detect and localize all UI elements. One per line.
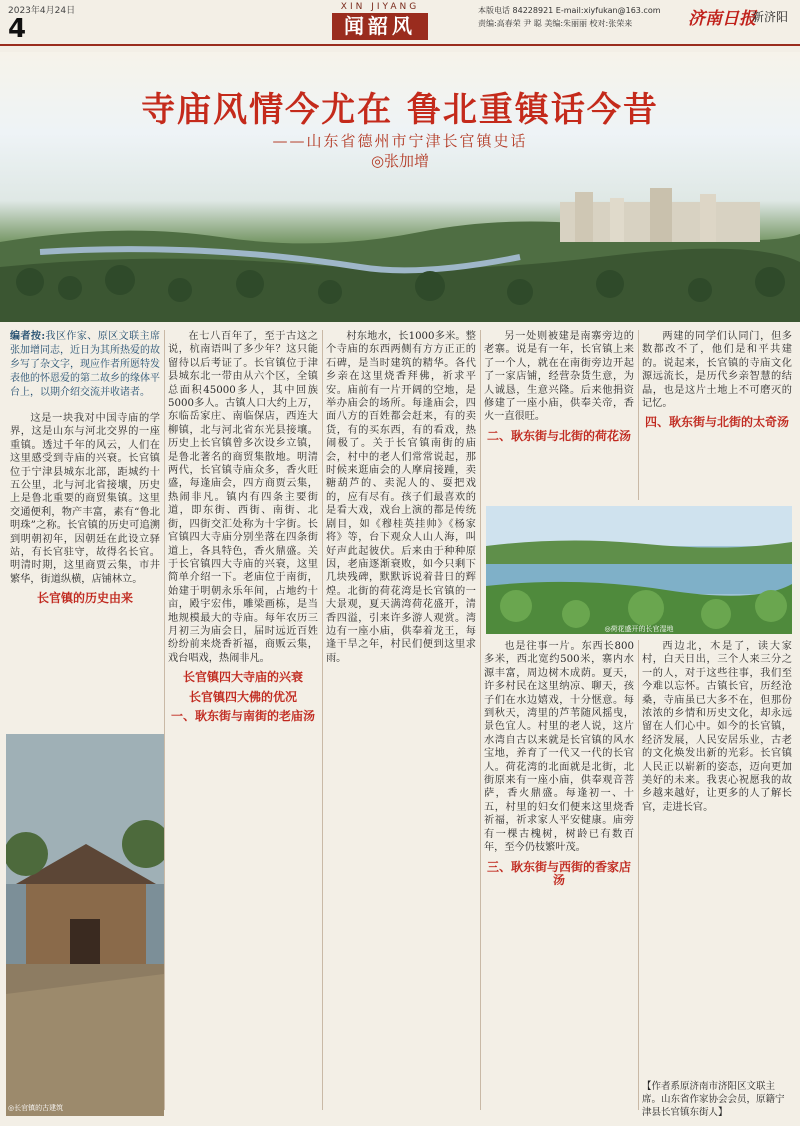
column-banner — [328, 2, 432, 42]
column-divider — [164, 330, 165, 1110]
column-divider — [638, 330, 639, 500]
column-divider — [322, 330, 323, 1110]
column-divider — [480, 330, 481, 1110]
section-heading: 三、耿东街与西街的香家店汤 — [486, 859, 631, 887]
page-header — [0, 0, 800, 46]
staff-line: 责编:高春荣 尹 聪 美编:朱丽丽 校对:张荣来 — [478, 19, 633, 28]
header-divider — [0, 44, 800, 46]
newspaper-logo: 济南日报 — [688, 9, 756, 29]
photo-caption: ◎长官镇的古建筑 — [8, 1104, 64, 1112]
text-column-2 — [168, 330, 318, 1110]
text-column-5-lower — [642, 640, 792, 1110]
text-column-1 — [10, 412, 160, 730]
text-column-3 — [326, 330, 476, 1110]
article-title: 寺庙风情今尤在 鲁北重镇话今昔 — [141, 90, 659, 130]
editor-meta — [478, 4, 678, 30]
contact-line: 本版电话 84228921 E-mail:xiyfukan@163.com — [478, 6, 661, 15]
section-heading: 长官镇四大佛的优况 — [188, 689, 297, 704]
column-divider — [638, 640, 639, 1110]
temple-photo — [6, 734, 164, 1116]
title-banner — [0, 52, 800, 322]
paragraph: 这是一块我对中国寺庙的学界，这是山东与河北交界的一座重镇。透过千年的风云，人们在这里感受到寺庙的兴衰。长官镇位于宁津县城东北部，距城约十五公里，北与河北省接壤，历史上是鲁北重要的商贸集镇。这里交通便利，物产丰富，素有“鲁北明珠”之称。长官镇的历史可追溯到明朝初年，因朝廷在此设立驿站，有长官驻守，故得名长官。明清时期，这里商贾云集，市井繁华，街道纵横，店铺林立。 — [10, 413, 160, 585]
text-column-4-lower — [484, 640, 634, 1110]
paragraph: 也是往事一片。东西长800多米，西北宽约500米，寨内水源丰富，周边树木成荫。夏天，许多村民在这里纳凉、聊天，孩子们在水边嬉戏，十分惬意。每到秋天，湾里的芦苇随风摇曳，景色宜人。村里的老人说，这片水湾自古以来就是长官镇的风水宝地，养育了一代又一代的长官人。荷花湾的北面就是北街，北街原来有一座小庙，供奉观音菩萨，香火鼎盛。每逢初一、十五，村里的妇女们便来这里烧香祈福，祈求家人平安健康。庙旁有一棵古槐树，树龄已有数百年，至今仍枝繁叶茂。 — [484, 641, 634, 854]
issue-date: 2023年4月24日 — [8, 6, 76, 16]
editor-note-text: 我区作家、原区文联主席张加增同志，近日为其所热爱的故乡写了杂文字，现应作者所愿特发表他的怀恩爱的第二故乡的缘体平台上，以期介绍交流并收诸者。 — [10, 331, 160, 398]
column-pinyin: XIN JIYANG — [340, 2, 420, 12]
paragraph: 两建的同学们认同门，但多数都改不了，他们是和平共建的。说起来，长官镇的寺庙文化源远流长，是历代乡亲智慧的结晶，也是这片土地上不可磨灭的记忆。 — [642, 331, 792, 410]
paragraph: 村东地水，长1000多米。整个寺庙的东西两侧有方方正正的石碑，是当时建筑的精华。各代乡亲在这里烧香拜佛，祈求平安。庙前有一片开阔的空地，是举办庙会的场所。每逢庙会，四面八方的百姓都会赶来，有的卖货，有的买东西，有的看戏，热闹极了。关于长官镇南街的庙会，村中的老人们常常说起，那时候来逛庙会的人摩肩接踵，卖糖葫芦的、卖泥人的、耍把戏的，应有尽有。孩子们最喜欢的是看大戏，戏台上演的都是传统剧目，如《穆桂英挂帅》《杨家将》等，台下观众人山人海，叫好声此起彼伏。后来由于种种原因，老庙逐渐衰败，如今只剩下几块残碑，默默诉说着昔日的辉煌。北街的荷花湾是长官镇的一大景观，夏天满湾荷花盛开，清香四溢，引来许多游人观赏。湾边有一座小庙，供奉着龙王，每逢干旱之年，村民们便到这里求雨。 — [326, 331, 476, 664]
photo-caption: ◎荷花盛开的长官湿地 — [604, 625, 674, 633]
column-name: 闻韶风 — [332, 13, 428, 40]
section-heading: 长官镇四大寺庙的兴衰 — [182, 670, 303, 685]
editor-note-label: 编者按: — [10, 331, 46, 342]
page-number: 4 — [8, 14, 27, 44]
paragraph: 西边北，木是了，读大家村，白天日出，三个人来三分之一的人，对于这些往事，我们至今难以忘怀。古镇长官，历经沧桑，寺庙虽已大多不在，但那份浓浓的乡情和历史文化，却永远留在人们心中。如今的长官镇，经济发展，人民安居乐业，古老的文化焕发出新的光彩。长官镇人民正以崭新的姿态，迈向更加美好的未来。我衷心祝愿我的故乡越来越好，让更多的人了解长官，走进长官。 — [642, 641, 792, 813]
section-heading: 四、耿东街与北街的太奇汤 — [644, 415, 789, 430]
article-subtitle: ——山东省德州市宁津长官镇史话 — [272, 132, 528, 150]
article-byline: ◎张加增 — [370, 152, 430, 170]
section-heading: 一、耿东街与南街的老庙汤 — [170, 708, 315, 723]
section-heading: 长官镇的历史由来 — [36, 591, 133, 606]
editor-note — [10, 330, 160, 400]
newspaper-section-logo: 新济阳 — [752, 10, 789, 24]
paragraph: 另一处则被建是南寨旁边的老寨。说是有一年，长官镇上来了一个人，就在在南街旁边开起了一家店铺，经营杂货生意，为人诚恳，生意兴隆。后来他捐资修建了一座小庙，供奉关帝，香火一直很旺。 — [484, 331, 634, 423]
author-note: 【作者系原济南市济阳区文联主席。山东省作家协会会员，原籍宁津县长官镇东街人】 — [642, 1081, 785, 1118]
wetland-photo — [486, 506, 792, 634]
section-heading: 二、耿东街与北街的荷花汤 — [486, 428, 631, 443]
text-column-4 — [484, 330, 634, 500]
paragraph: 在七八百年了，至于古这之说，杭南语叫了多少年？这只能留待以后考证了。长官镇位于津县城东北一带由从六个区，全镇总面积45000多人，其中回族5000多人。古镇人口大约上万，东临岳家庄、南临保店，西连大柳镇，北与河北省东光县接壤。历史上长官镇曾多次设乡立镇，是鲁北著名的商贸集散地。明清两代，长官镇寺庙众多，香火旺盛，每逢庙会，四方商贾云集，热闹非凡。镇内有四条主要街道，即东街、西街、南街、北街，四街交汇处称为十字街。长官镇四大寺庙分别坐落在四条街道上，各具特色，香火鼎盛。关于长官镇四大寺庙的兴衰，这里简单介绍一下。老庙位于南街，始建于明朝永乐年间，占地约十亩，殿宇宏伟，雕梁画栋，是当地规模最大的寺庙。每年农历三月初三为庙会日，届时远近百姓纷纷前来烧香祈福，商贩云集，戏台唱戏，热闹非凡。 — [168, 331, 318, 664]
